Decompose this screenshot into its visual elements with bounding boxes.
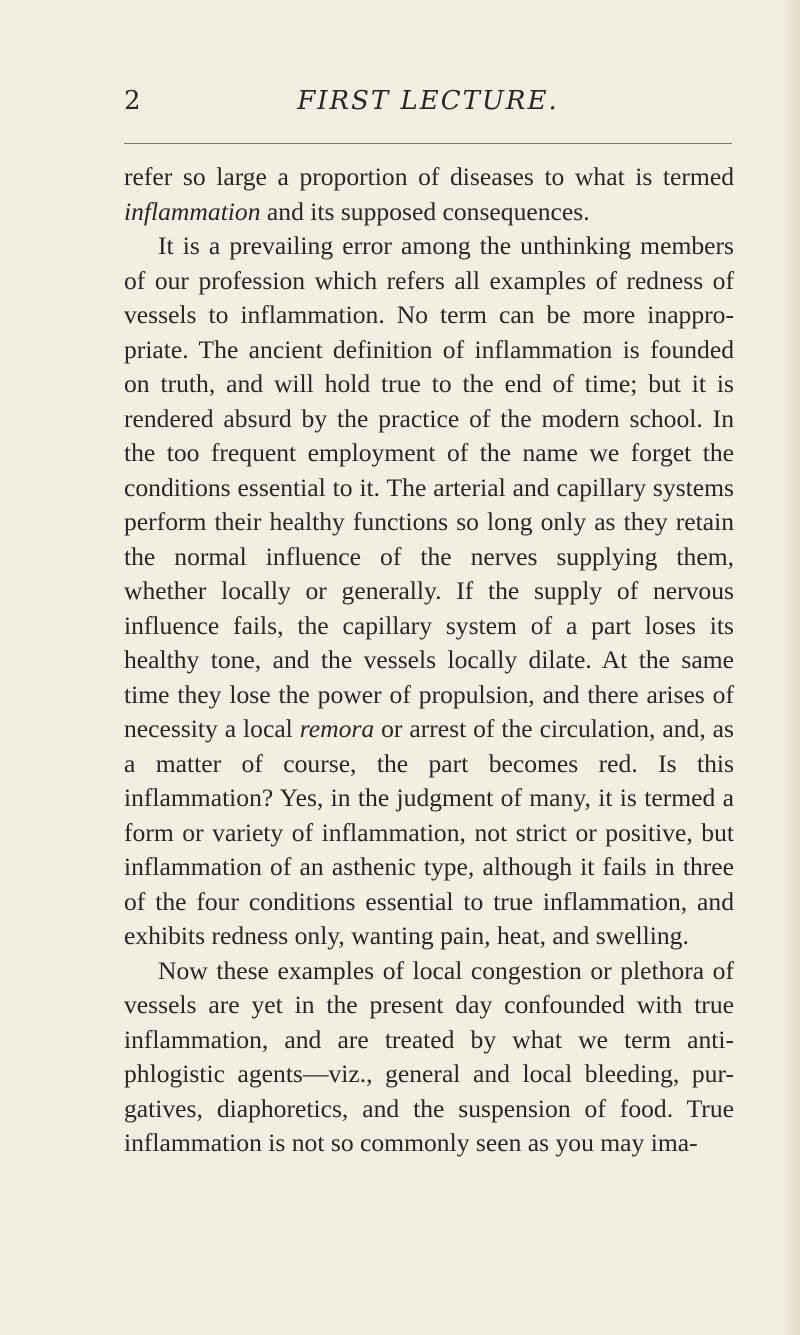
text-segment: It is a prevailing error among the unthinking members of our profession which refers all examples of redness of vessels to inflammation. No term can be more inappro-priate. The ancient definition of inflammation is founded on truth, and will hold true to the end of time; but it is rendered absurd by the practice of the modern school. In the too frequent employment of the name we forget the conditions essential to it. The arterial and capillary systems perform their healthy functions so long only as they retain the normal influence of the nerves supplying them, whether locally or generally. If the supply of nervous influence fails, the capillary system of a part loses its healthy tone, and the vessels locally dilate. At the same time they lose the power of propulsion, and there arises of necessity a local	[124, 231, 734, 743]
paragraph-prevailing-error	[124, 229, 734, 954]
page-edge-shadow	[782, 0, 800, 1335]
running-head	[124, 84, 732, 128]
body-text	[124, 160, 734, 1161]
paragraph-continuation	[124, 160, 734, 229]
italic-term-inflammation: inflammation	[124, 196, 261, 226]
running-head-title: FIRST LECTURE.	[297, 86, 559, 116]
text-segment: and its supposed consequences.	[260, 196, 590, 226]
paragraph-local-congestion	[124, 954, 734, 1161]
page-number: 2	[124, 86, 141, 116]
text-segment: Now these examples of local congestion or plethora of vessels are yet in the present day confounded with true inflammation, and are treated by what we term anti-phlogistic agents—viz., general and local bleeding, pur-gatives, diaphoretics, and the suspension of food. True inflammation is not so commonly seen as you may ima-	[124, 955, 734, 1157]
italic-term-remora: remora	[299, 714, 375, 743]
text-segment: refer so large a proportion of diseases to what is termed	[124, 162, 734, 191]
text-segment: or arrest of the circulation, and, as a matter of course, the part becomes red. Is this inflammation? Yes, in the judgment of many, it is termed a form or variety of inflammation, not strict or positive, but inflammation of an asthenic type, although it fails in three of the four conditions essential to true inflammation, and exhibits redness only, wanting pain, heat, and swelling.	[124, 714, 734, 950]
header-rule	[124, 143, 732, 144]
